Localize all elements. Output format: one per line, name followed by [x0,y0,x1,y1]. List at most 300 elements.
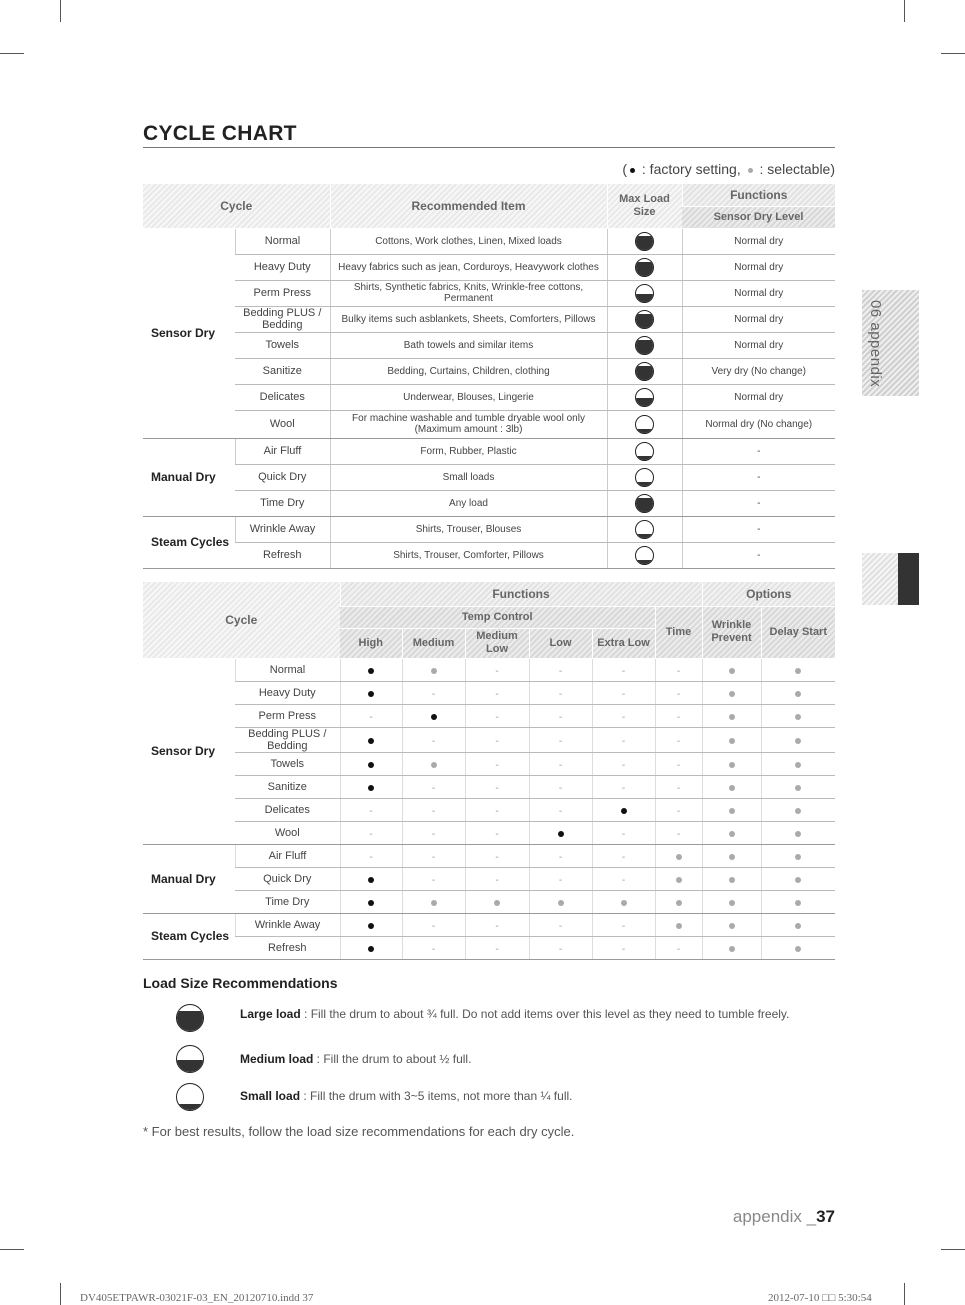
footnote: * For best results, follow the load size recommendations for each dry cycle. [143,1124,575,1139]
not-available-dash: - [431,874,436,886]
table-row [143,658,835,681]
selectable-dot [431,762,437,768]
selectable-dot [431,668,437,674]
not-available-dash: - [369,711,373,723]
medium-load-text [240,1052,810,1067]
not-available-dash: - [495,805,499,817]
selectable-dot [729,877,735,883]
not-available-dash: - [495,943,499,955]
not-available-dash: - [431,828,436,840]
not-available-dash: - [621,920,626,932]
wrinkle-prevent-cell [702,752,761,775]
not-available-dash: - [431,943,436,955]
time-cell [655,752,702,775]
cycle-name: Towels [235,332,330,358]
not-available-dash: - [495,782,499,794]
table-row [143,384,835,410]
large-load-icon [635,494,654,513]
crop-mark [0,1249,24,1250]
time-cell [655,798,702,821]
time-cell [655,704,702,727]
not-available-dash: - [558,759,563,771]
wrinkle-prevent-cell [702,658,761,681]
low-cell [529,775,592,798]
recommended-item: Bath towels and similar items [330,332,607,358]
group-label: Steam Cycles [143,516,235,568]
factory-setting-dot [621,808,627,814]
selectable-dot [748,168,753,173]
section-side-tab-label: 06 appendix [867,300,884,388]
recommended-item: Shirts, Trouser, Blouses [330,516,607,542]
cycle-name: Time Dry [235,890,340,913]
medium-low-cell [465,681,529,704]
group-label: Manual Dry [143,438,235,516]
delay-start-cell [761,913,835,936]
crop-mark [0,53,24,54]
high-cell [340,936,402,959]
not-available-dash: - [676,805,681,817]
sensor-dry-level: Normal dry [682,228,835,254]
load-size-title: Load Size Recommendations [143,975,338,991]
header-extra-low: Extra Low [592,628,655,658]
medium-cell [402,752,465,775]
low-cell [529,704,592,727]
wrinkle-prevent-cell [702,798,761,821]
extra-low-cell [592,913,655,936]
header-low: Low [529,628,592,658]
selectable-dot [795,808,801,814]
large-load-icon [635,258,654,277]
cycle-name: Bedding PLUS / Bedding [235,727,340,752]
footer-file-name: DV405ETPAWR-03021F-03_EN_20120710.indd 37 [80,1292,314,1304]
low-cell [529,658,592,681]
delay-start-cell [761,798,835,821]
low-cell [529,890,592,913]
cycle-name: Wrinkle Away [235,516,330,542]
not-available-dash: - [676,828,681,840]
sensor-dry-level: - [682,516,835,542]
cycle-name: Heavy Duty [235,254,330,280]
factory-setting-dot [558,831,564,837]
cycle-name: Quick Dry [235,867,340,890]
table-row [143,821,835,844]
selectable-dot [676,854,682,860]
cycle-chart-table [143,184,835,569]
selectable-dot [795,785,801,791]
large-load-icon [176,1004,204,1032]
not-available-dash: - [558,782,563,794]
medium-low-cell [465,658,529,681]
legend-note-text: ( : factory setting, : selectable) [622,161,835,177]
factory-setting-dot [368,691,374,697]
not-available-dash: - [558,805,563,817]
selectable-dot [729,785,735,791]
recommended-item: Form, Rubber, Plastic [330,438,607,464]
wrinkle-prevent-cell [702,867,761,890]
section-side-marker [898,553,919,605]
high-cell [340,867,402,890]
table-row [143,727,835,752]
time-cell [655,681,702,704]
not-available-dash: - [558,665,563,677]
wrinkle-prevent-cell [702,913,761,936]
small-load-desc: : Fill the drum with 3~5 items, not more than ¼ full. [300,1089,573,1103]
not-available-dash: - [621,711,626,723]
not-available-dash: - [495,874,499,886]
delay-start-cell [761,681,835,704]
medium-cell [402,727,465,752]
not-available-dash: - [558,874,563,886]
max-load-cell [607,228,682,254]
table-row [143,844,835,867]
cycle-name: Perm Press [235,704,340,727]
not-available-dash: - [676,735,681,747]
header-time: Time [655,606,702,658]
not-available-dash: - [495,920,499,932]
table-row [143,704,835,727]
cycle-name: Wrinkle Away [235,913,340,936]
crop-mark [941,53,965,54]
max-load-cell [607,464,682,490]
time-cell [655,727,702,752]
recommended-item: Cottons, Work clothes, Linen, Mixed loads [330,228,607,254]
selectable-dot [795,923,801,929]
medium-cell [402,658,465,681]
delay-start-cell [761,844,835,867]
not-available-dash: - [431,851,436,863]
factory-setting-dot [368,923,374,929]
medium-cell [402,775,465,798]
cycle-name: Delicates [235,798,340,821]
extra-low-cell [592,704,655,727]
factory-setting-dot [368,668,374,674]
selectable-dot [676,923,682,929]
group-label: Manual Dry [143,844,235,913]
functions-options-table [143,582,835,960]
high-cell [340,798,402,821]
header-delay-start: Delay Start [761,606,835,658]
max-load-cell [607,542,682,568]
max-load-cell [607,358,682,384]
wrinkle-prevent-cell [702,704,761,727]
recommended-item: Bulky items such asblankets, Sheets, Comforters, Pillows [330,306,607,332]
header-temp-control: Temp Control [340,606,655,628]
sensor-dry-level: Normal dry [682,280,835,306]
medium-low-cell [465,752,529,775]
medium-load-icon [176,1045,204,1073]
extra-low-cell [592,844,655,867]
selectable-dot [795,831,801,837]
extra-low-cell [592,727,655,752]
recommended-item: For machine washable and tumble dryable wool only (Maximum amount : 3lb) [330,410,607,438]
medium-cell [402,681,465,704]
table-row [143,752,835,775]
crop-mark [60,0,61,22]
low-cell [529,798,592,821]
factory-setting-dot [368,762,374,768]
not-available-dash: - [431,688,436,700]
section-side-marker-light [862,553,898,605]
header-functions: Functions [340,582,702,606]
not-available-dash: - [558,735,563,747]
medium-cell [402,913,465,936]
table-row [143,332,835,358]
delay-start-cell [761,704,835,727]
max-load-cell [607,410,682,438]
cycle-name: Perm Press [235,280,330,306]
sensor-dry-level: Normal dry [682,306,835,332]
table-row [143,913,835,936]
selectable-dot [795,854,801,860]
group-label: Sensor Dry [143,658,235,844]
not-available-dash: - [495,851,499,863]
medium-cell [402,936,465,959]
medium-cell [402,844,465,867]
selectable-dot [795,668,801,674]
cycle-name: Time Dry [235,490,330,516]
not-available-dash: - [495,688,499,700]
large-load-icon [635,362,654,381]
crop-mark [904,0,905,22]
high-cell [340,704,402,727]
sensor-dry-level: Normal dry [682,384,835,410]
medium-load-icon [635,388,654,407]
not-available-dash: - [621,874,626,886]
sensor-dry-level: Normal dry [682,254,835,280]
cycle-name: Wool [235,410,330,438]
factory-setting-dot [368,877,374,883]
group-label: Sensor Dry [143,228,235,438]
max-load-cell [607,332,682,358]
table-row [143,936,835,959]
large-load-icon [635,232,654,251]
low-cell [529,936,592,959]
low-cell [529,727,592,752]
not-available-dash: - [676,943,681,955]
selectable-dot [676,900,682,906]
selectable-dot [795,877,801,883]
selectable-dot [795,900,801,906]
medium-cell [402,798,465,821]
not-available-dash: - [676,688,681,700]
selectable-dot [558,900,564,906]
not-available-dash: - [495,759,499,771]
table-row [143,254,835,280]
crop-mark [941,1249,965,1250]
footer-timestamp: 2012-07-10 □□ 5:30:54 [768,1292,872,1304]
table-row [143,410,835,438]
selectable-dot [729,808,735,814]
recommended-item: Bedding, Curtains, Children, clothing [330,358,607,384]
not-available-dash: - [621,735,626,747]
header-medium-low: Medium Low [465,628,529,658]
sensor-dry-level: Normal dry [682,332,835,358]
wrinkle-prevent-cell [702,681,761,704]
medium-cell [402,821,465,844]
low-cell [529,844,592,867]
selectable-dot [729,854,735,860]
low-cell [529,913,592,936]
table-row [143,358,835,384]
extra-low-cell [592,890,655,913]
extra-low-cell [592,867,655,890]
not-available-dash: - [558,851,563,863]
crop-mark [904,1283,905,1305]
table-row [143,438,835,464]
high-cell [340,890,402,913]
wrinkle-prevent-cell [702,844,761,867]
max-load-cell [607,438,682,464]
selectable-dot [621,900,627,906]
cycle-name: Towels [235,752,340,775]
wrinkle-prevent-cell [702,821,761,844]
selectable-dot [729,946,735,952]
section-side-tab [862,290,919,396]
cycle-name: Sanitize [235,358,330,384]
not-available-dash: - [558,943,563,955]
page-title: CYCLE CHART [143,122,297,145]
selectable-dot [729,714,735,720]
recommended-item: Small loads [330,464,607,490]
not-available-dash: - [431,920,436,932]
selectable-dot [795,691,801,697]
small-load-text [240,1089,810,1104]
crop-mark [60,1283,61,1305]
table-row [143,464,835,490]
not-available-dash: - [676,759,681,771]
medium-low-cell [465,844,529,867]
delay-start-cell [761,658,835,681]
medium-cell [402,867,465,890]
not-available-dash: - [676,711,681,723]
extra-low-cell [592,798,655,821]
time-cell [655,913,702,936]
selectable-dot [729,831,735,837]
header-options: Options [702,582,835,606]
medium-cell [402,704,465,727]
table-row [143,798,835,821]
time-cell [655,890,702,913]
sensor-dry-level: - [682,490,835,516]
cycle-name: Delicates [235,384,330,410]
small-load-icon [635,520,654,539]
delay-start-cell [761,821,835,844]
medium-low-cell [465,913,529,936]
sensor-dry-level: - [682,438,835,464]
max-load-cell [607,306,682,332]
table-row [143,890,835,913]
recommended-item: Heavy fabrics such as jean, Corduroys, Heavywork clothes [330,254,607,280]
selectable-dot [795,714,801,720]
not-available-dash: - [431,782,436,794]
cycle-name: Refresh [235,542,330,568]
sensor-dry-level: - [682,464,835,490]
header-cycle: Cycle [143,184,330,228]
factory-setting-dot [630,168,635,173]
high-cell [340,658,402,681]
header-wrinkle-prevent: Wrinkle Prevent [702,606,761,658]
header-recommended-item: Recommended Item [330,184,607,228]
high-cell [340,844,402,867]
medium-low-cell [465,936,529,959]
selectable-dot [729,668,735,674]
not-available-dash: - [558,920,563,932]
cycle-name: Air Fluff [235,844,340,867]
time-cell [655,936,702,959]
wrinkle-prevent-cell [702,727,761,752]
selectable-dot [729,691,735,697]
medium-load-desc: : Fill the drum to about ½ full. [313,1052,472,1066]
high-cell [340,752,402,775]
large-load-label: Large load [240,1007,301,1021]
medium-load-label: Medium load [240,1052,314,1066]
sensor-dry-level: Normal dry (No change) [682,410,835,438]
not-available-dash: - [495,665,499,677]
small-load-label: Small load [240,1089,301,1103]
sensor-dry-level: Very dry (No change) [682,358,835,384]
sensor-dry-level: - [682,542,835,568]
group-label: Steam Cycles [143,913,235,959]
not-available-dash: - [558,688,563,700]
cycle-name: Sanitize [235,775,340,798]
high-cell [340,727,402,752]
time-cell [655,821,702,844]
factory-setting-dot [368,946,374,952]
table-row [143,516,835,542]
cycle-name: Heavy Duty [235,681,340,704]
table-row [143,867,835,890]
high-cell [340,821,402,844]
factory-setting-dot [368,738,374,744]
max-load-cell [607,254,682,280]
medium-cell [402,890,465,913]
selectable-dot [729,762,735,768]
header-functions: Functions [682,184,835,206]
not-available-dash: - [621,851,626,863]
delay-start-cell [761,867,835,890]
cycle-name: Normal [235,228,330,254]
not-available-dash: - [369,805,373,817]
medium-low-cell [465,821,529,844]
not-available-dash: - [431,735,436,747]
cycle-name: Air Fluff [235,438,330,464]
medium-low-cell [465,890,529,913]
small-load-icon [635,546,654,565]
medium-low-cell [465,867,529,890]
time-cell [655,658,702,681]
medium-low-cell [465,798,529,821]
extra-low-cell [592,775,655,798]
factory-setting-dot [368,785,374,791]
not-available-dash: - [558,711,563,723]
not-available-dash: - [676,665,681,677]
table-row [143,775,835,798]
header-cycle: Cycle [143,582,340,658]
max-load-cell [607,516,682,542]
max-load-cell [607,490,682,516]
large-load-desc: : Fill the drum to about ¾ full. Do not add items over this level as they need to tumble freely. [300,1007,790,1021]
medium-low-cell [465,775,529,798]
medium-low-cell [465,727,529,752]
time-cell [655,844,702,867]
not-available-dash: - [621,828,626,840]
cycle-name: Wool [235,821,340,844]
selectable-dot [795,738,801,744]
page-number-value: 37 [816,1207,835,1226]
factory-setting-dot [368,900,374,906]
not-available-dash: - [369,851,373,863]
large-load-icon [635,336,654,355]
